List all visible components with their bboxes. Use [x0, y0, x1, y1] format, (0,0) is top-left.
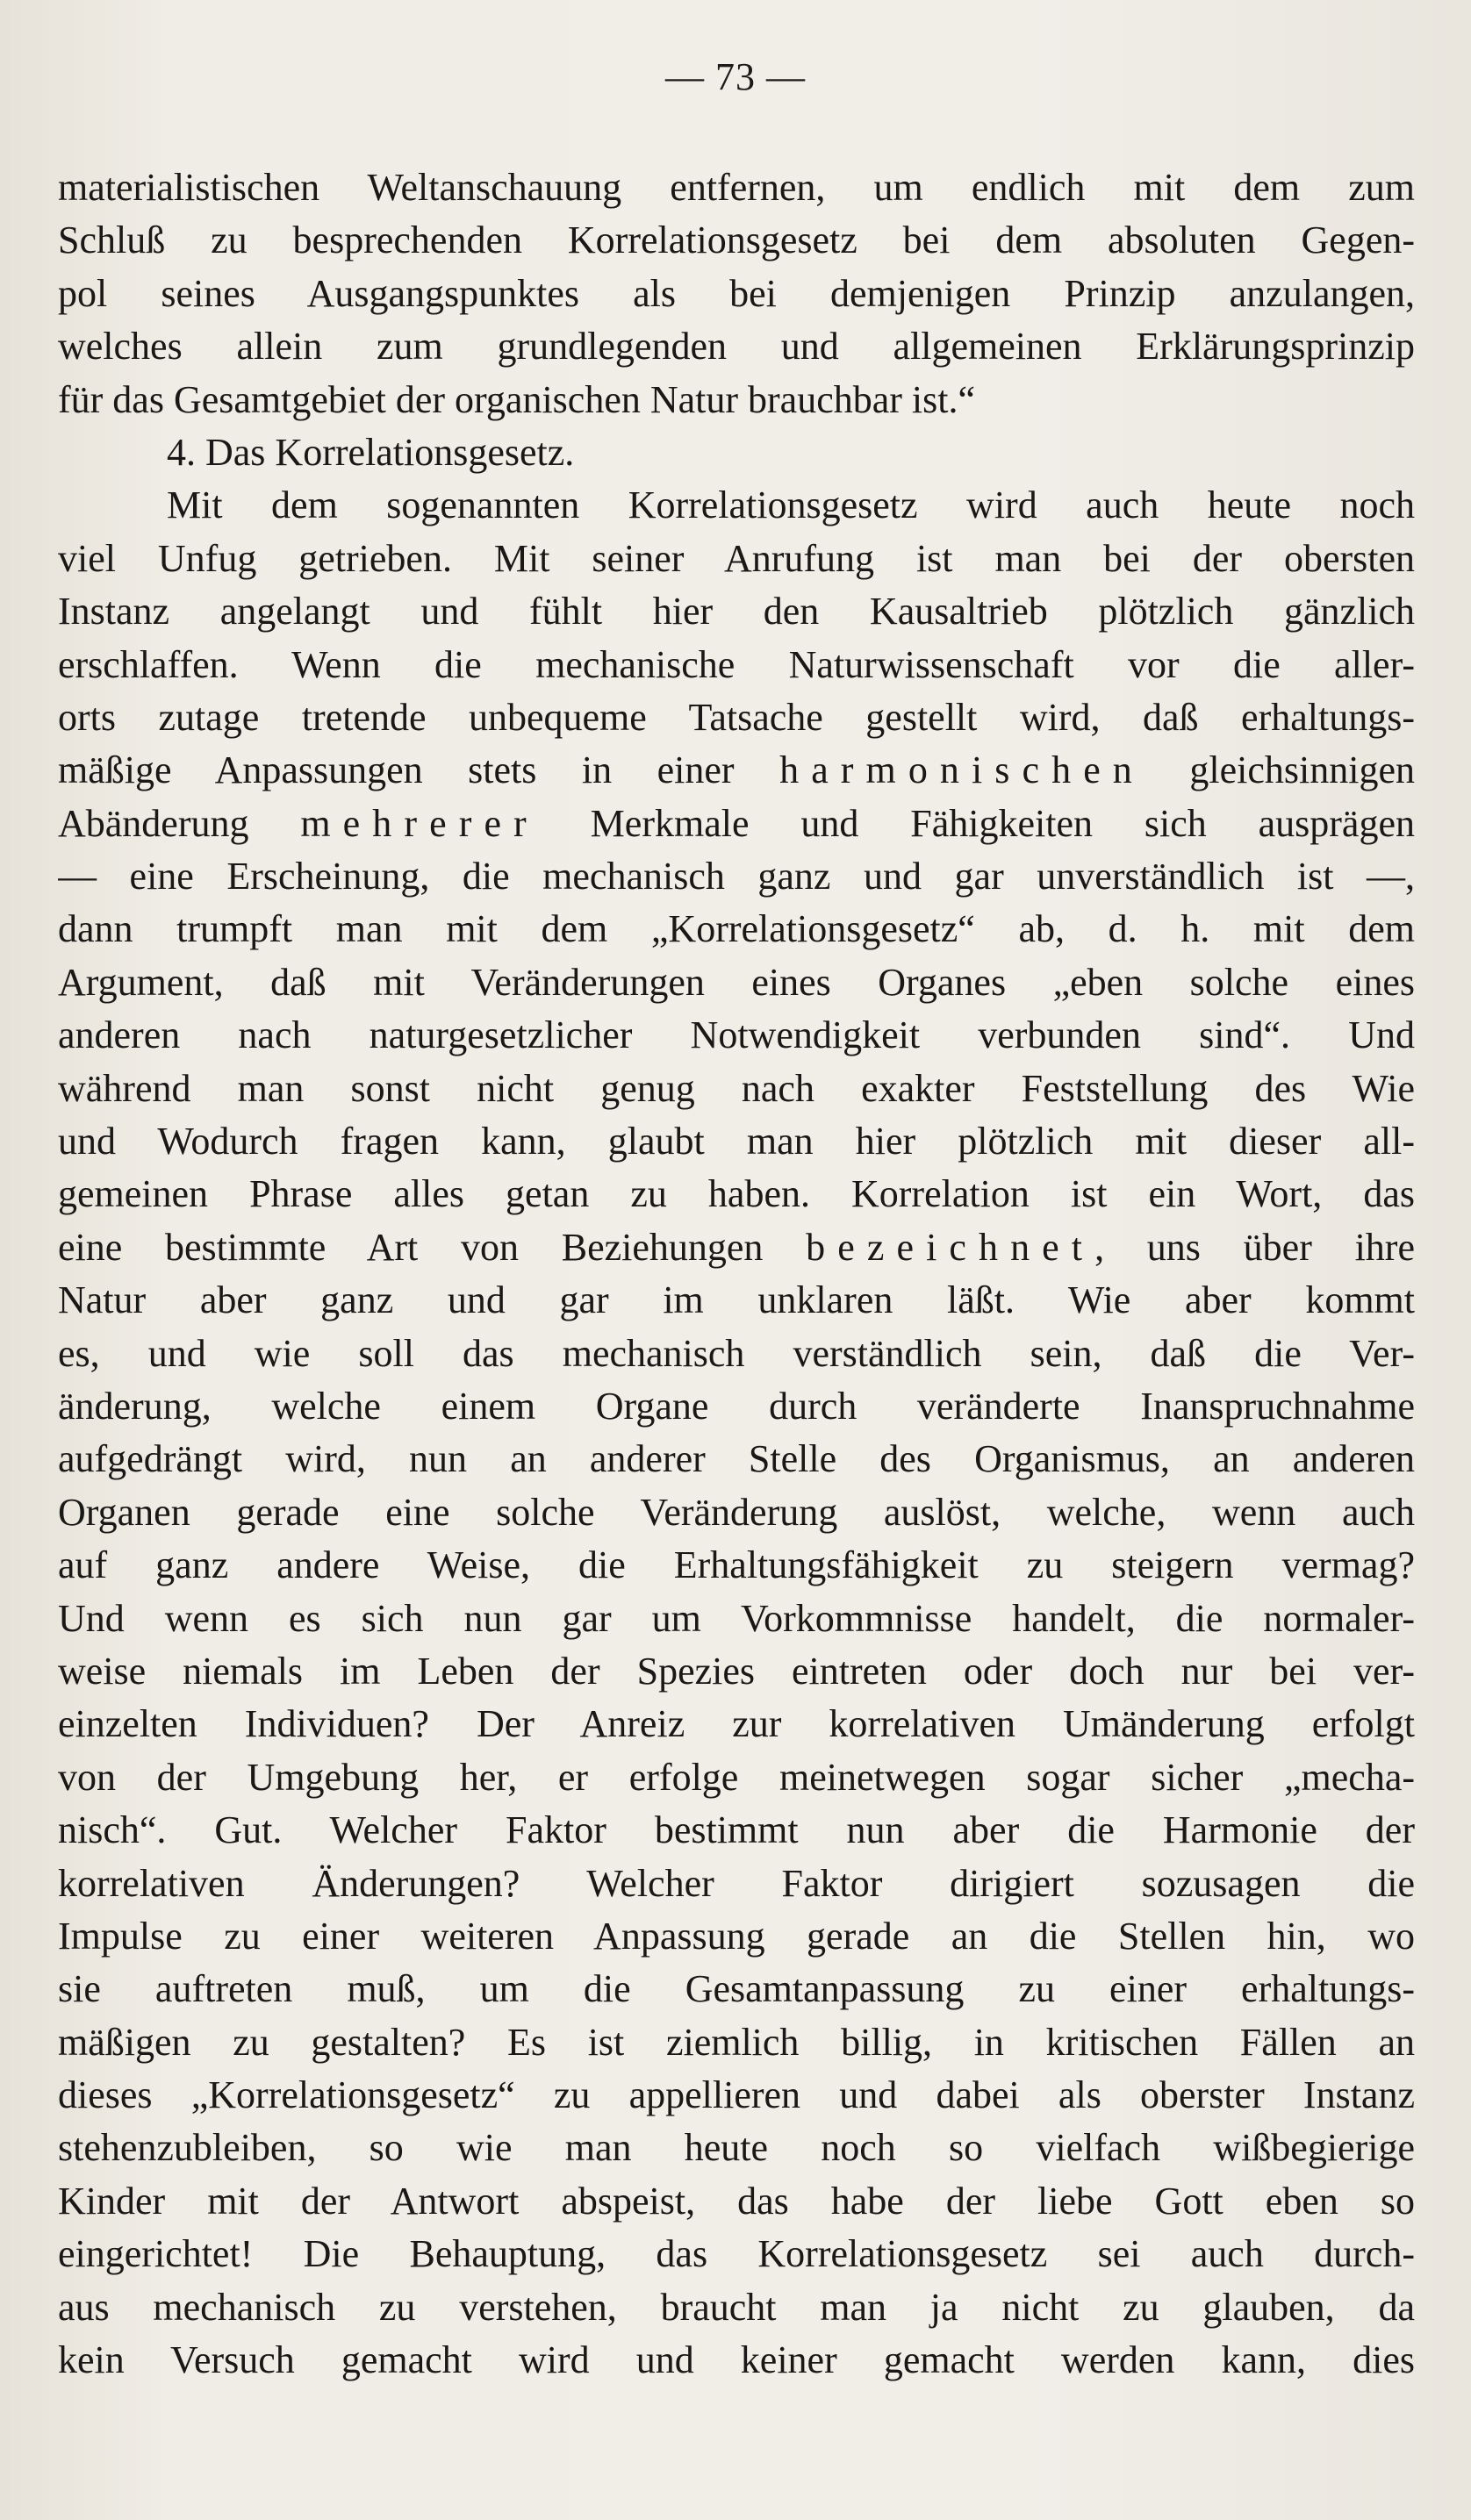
text-line: änderung, welche einem Organe durch veränderte Inanspruchnahme: [58, 1384, 1415, 1428]
text-line: Und wenn es sich nun gar um Vorkommnisse handelt, die normaler-: [58, 1596, 1415, 1640]
text-line: aus mechanisch zu verstehen, braucht man ja nicht zu glauben, da: [58, 2285, 1415, 2329]
text-line: aufgedrängt wird, nun an anderer Stelle des Organismus, an anderen: [58, 1437, 1415, 1481]
text-line: kein Versuch gemacht wird und keiner gemacht werden kann, dies: [58, 2338, 1415, 2382]
text-segment: Merkmale und Fähigkeiten sich ausprägen: [538, 801, 1415, 845]
text-segment: , uns über ihre: [1094, 1225, 1415, 1269]
text-line: und Wodurch fragen kann, glaubt man hier plötzlich mit dieser all-: [58, 1120, 1415, 1163]
text-line: [58, 1221, 1415, 1274]
text-segment: gleichsinnigen: [1144, 748, 1415, 792]
text-line: sie auftreten muß, um die Gesamtanpassung zu einer erhaltungs-: [58, 1967, 1415, 2011]
text-segment: eine bestimmte Art von Beziehungen: [58, 1225, 807, 1269]
text-line: während man sonst nicht genug nach exakter Feststellung des Wie: [58, 1066, 1415, 1110]
text-line: Argument, daß mit Veränderungen eines Organes „eben solche eines: [58, 960, 1415, 1004]
text-line: Organen gerade eine solche Veränderung auslöst, welche, wenn auch: [58, 1490, 1415, 1534]
emphasized-word: mehrerer: [300, 801, 539, 845]
body-text: [58, 161, 1415, 2387]
text-line: erschlaffen. Wenn die mechanische Naturwissenschaft vor die aller-: [58, 642, 1415, 686]
text-line: welches allein zum grundlegenden und allgemeinen Erklärungsprinzip: [58, 325, 1415, 369]
text-line: gemeinen Phrase alles getan zu haben. Korrelation ist ein Wort, das: [58, 1172, 1415, 1216]
text-segment: mäßige Anpassungen stets in einer: [58, 748, 780, 792]
section-heading: 4. Das Korrelationsgesetz.: [167, 430, 575, 474]
text-line: anderen nach naturgesetzlicher Notwendigkeit verbunden sind“. Und: [58, 1013, 1415, 1057]
text-segment: Abänderung: [58, 801, 301, 845]
text-line: Impulse zu einer weiteren Anpassung gerade an die Stellen hin, wo: [58, 1914, 1415, 1958]
text-line: orts zutage tretende unbequeme Tatsache gestellt wird, daß erhaltungs-: [58, 695, 1415, 739]
text-line: auf ganz andere Weise, die Erhaltungsfähigkeit zu steigern vermag?: [58, 1543, 1415, 1587]
page-number: — 73 —: [665, 55, 806, 98]
text-line: dann trumpft man mit dem „Korrelationsgesetz“ ab, d. h. mit dem: [58, 907, 1415, 951]
text-line: von der Umgebung her, er erfolge meinetwegen sogar sicher „mecha-: [58, 1755, 1415, 1799]
text-line: nisch“. Gut. Welcher Faktor bestimmt nun aber die Harmonie der: [58, 1808, 1415, 1852]
text-line: — eine Erscheinung, die mechanisch ganz und gar unverständlich ist —,: [58, 855, 1415, 898]
text-line: Kinder mit der Antwort abspeist, das habe der liebe Gott eben so: [58, 2179, 1415, 2223]
emphasized-word: harmonischen: [779, 748, 1145, 792]
text-line: materialistischen Weltanschauung entfernen, um endlich mit dem zum: [58, 166, 1415, 209]
text-line: für das Gesamtgebiet der organischen Natur brauchbar ist.“: [58, 377, 976, 421]
text-line: Mit dem sogenannten Korrelationsgesetz wird auch heute noch: [167, 483, 1415, 527]
text-line: [58, 744, 1415, 797]
text-line: pol seines Ausgangspunktes als bei demjenigen Prinzip anzulangen,: [58, 271, 1415, 315]
text-line: [58, 798, 1415, 850]
text-line: einzelten Individuen? Der Anreiz zur korrelativen Umänderung erfolgt: [58, 1702, 1415, 1746]
text-line: es, und wie soll das mechanisch verständlich sein, daß die Ver-: [58, 1331, 1415, 1375]
text-line: mäßigen zu gestalten? Es ist ziemlich billig, in kritischen Fällen an: [58, 2020, 1415, 2064]
text-line: Natur aber ganz und gar im unklaren läßt. Wie aber kommt: [58, 1278, 1415, 1322]
text-line: Schluß zu besprechenden Korrelationsgesetz bei dem absoluten Gegen-: [58, 218, 1415, 262]
text-line: dieses „Korrelationsgesetz“ zu appellieren und dabei als oberster Instanz: [58, 2073, 1415, 2117]
text-line: weise niemals im Leben der Spezies eintreten oder doch nur bei ver-: [58, 1649, 1415, 1693]
text-line: eingerichtet! Die Behauptung, das Korrelationsgesetz sei auch durch-: [58, 2232, 1415, 2276]
text-line: Instanz angelangt und fühlt hier den Kausaltrieb plötzlich gänzlich: [58, 590, 1415, 634]
emphasized-word: bezeichnet: [806, 1225, 1095, 1269]
text-line: korrelativen Änderungen? Welcher Faktor dirigiert sozusagen die: [58, 1861, 1415, 1905]
text-line: viel Unfug getrieben. Mit seiner Anrufung ist man bei der obersten: [58, 536, 1415, 580]
text-line: stehenzubleiben, so wie man heute noch so vielfach wißbegierige: [58, 2126, 1415, 2170]
